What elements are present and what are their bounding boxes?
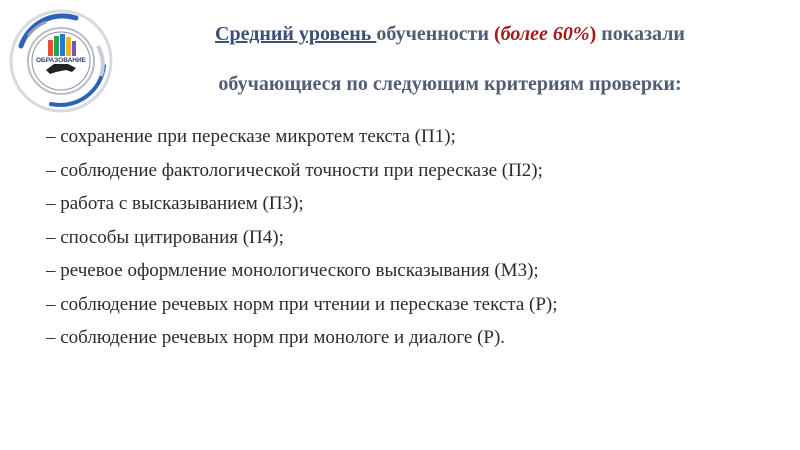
logo bbox=[6, 6, 116, 116]
title-text-pokazali: показали bbox=[596, 23, 685, 45]
logo-text: ОБРАЗОВАНИЕ bbox=[36, 57, 86, 64]
list-item: – соблюдение фактологической точности при пересказе (П2); bbox=[46, 159, 543, 181]
criteria-list bbox=[46, 122, 786, 357]
list-item: – способы цитирования (П4); bbox=[46, 226, 284, 248]
title-line-2: обучающиеся по следующим критериям проверки: bbox=[218, 73, 682, 95]
logo-emblem-icon bbox=[6, 6, 116, 116]
slide-title bbox=[120, 24, 780, 94]
list-item: – соблюдение речевых норм при монологе и диалоге (Р). bbox=[46, 327, 506, 348]
list-item: – сохранение при пересказе микротем текста (П1); bbox=[46, 126, 456, 147]
list-item: – соблюдение речевых норм при чтении и пересказе текста (Р); bbox=[46, 293, 558, 315]
title-line-1 bbox=[120, 24, 780, 52]
title-percent bbox=[501, 23, 590, 45]
title-paren-close: ) bbox=[589, 23, 597, 45]
title-accent: Средний уровень bbox=[215, 23, 377, 45]
list-item: – работа с высказыванием (П3); bbox=[46, 193, 304, 214]
title-percent-text: более 60% bbox=[500, 23, 590, 45]
title-paren-open: ( bbox=[494, 23, 501, 45]
title-text-obuchennosti: обученности bbox=[376, 23, 494, 45]
list-item: – речевое оформление монологического высказывания (М3); bbox=[46, 260, 539, 281]
